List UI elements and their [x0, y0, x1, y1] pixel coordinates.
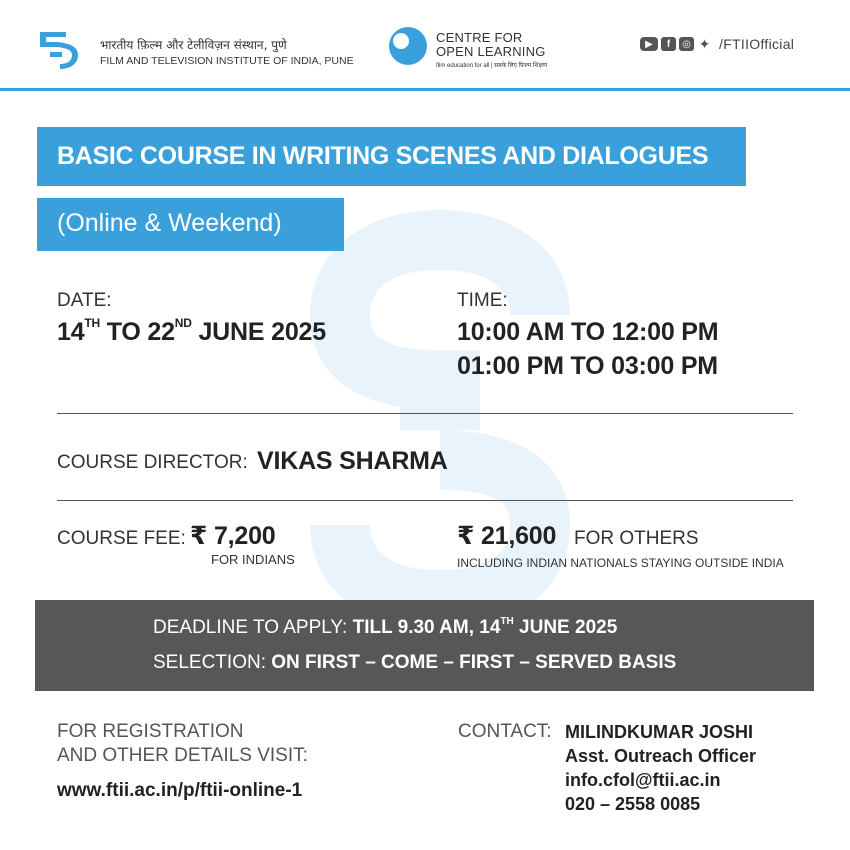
selection-line: SELECTION: ON FIRST – COME – FIRST – SERVED BASIS — [153, 652, 677, 673]
divider — [57, 500, 793, 501]
facebook-icon[interactable]: f — [661, 37, 676, 51]
fee-indian-amount: ₹ 7,200 — [190, 522, 276, 550]
header — [0, 0, 850, 88]
contact-email[interactable]: info.cfol@ftii.ac.in — [565, 770, 721, 790]
fee-label: COURSE FEE: — [57, 528, 186, 549]
cfol-name-line1: CENTRE FOR — [436, 30, 523, 45]
date-label: DATE: — [57, 290, 112, 311]
cfol-logo — [386, 26, 430, 66]
fee-others-suffix: FOR OTHERS — [574, 528, 699, 549]
ftii-watermark-logo — [290, 200, 590, 640]
header-divider — [0, 88, 850, 91]
time-slot-1: 10:00 AM TO 12:00 PM — [457, 318, 719, 346]
social-links — [640, 36, 794, 52]
course-title: BASIC COURSE IN WRITING SCENES AND DIALOGUES — [57, 142, 709, 170]
time-label: TIME: — [457, 290, 508, 311]
deadline-line: DEADLINE TO APPLY: TILL 9.30 AM, 14TH JUNE 2025 — [153, 616, 618, 638]
time-slot-2: 01:00 PM TO 03:00 PM — [457, 352, 718, 380]
registration-label-line2: AND OTHER DETAILS VISIT: — [57, 745, 308, 766]
registration-link[interactable]: www.ftii.ac.in/p/ftii-online-1 — [57, 780, 303, 801]
fee-others-amount: ₹ 21,600 — [457, 522, 557, 550]
twitter-icon[interactable]: ✦ — [698, 35, 711, 52]
registration-label-line1: FOR REGISTRATION — [57, 721, 244, 742]
contact-name: MILINDKUMAR JOSHI — [565, 722, 753, 742]
course-subtitle-bar — [37, 198, 344, 251]
contact-role: Asst. Outreach Officer — [565, 746, 757, 766]
divider — [57, 413, 793, 414]
social-handle[interactable]: /FTIIOfficial — [719, 36, 795, 52]
date-value: 14TH TO 22ND JUNE 2025 — [57, 316, 326, 346]
ftii-logo — [36, 24, 84, 72]
deadline-band — [35, 600, 814, 691]
institute-name-hindi: भारतीय फ़िल्म और टेलीविज़न संस्थान, पुणे — [100, 38, 287, 52]
contact-phone[interactable]: 020 – 2558 0085 — [565, 794, 701, 814]
cfol-tagline: film education for all | सबके लिए फ़िल्म शिक्षण — [436, 63, 548, 69]
fee-indian-note: FOR INDIANS — [211, 552, 295, 567]
contact-label: CONTACT: — [458, 721, 552, 742]
instagram-icon[interactable]: ◎ — [679, 37, 694, 51]
director-name: VIKAS SHARMA — [257, 447, 448, 475]
director-label: COURSE DIRECTOR: — [57, 452, 248, 473]
course-title-bar — [37, 127, 746, 186]
institute-name-english: FILM AND TELEVISION INSTITUTE OF INDIA, PUNE — [100, 55, 354, 67]
course-subtitle: (Online & Weekend) — [57, 209, 282, 237]
cfol-name-line2: OPEN LEARNING — [436, 44, 546, 59]
youtube-icon[interactable]: ▶ — [640, 37, 658, 51]
fee-others-note: INCLUDING INDIAN NATIONALS STAYING OUTSIDE INDIA — [457, 556, 784, 570]
